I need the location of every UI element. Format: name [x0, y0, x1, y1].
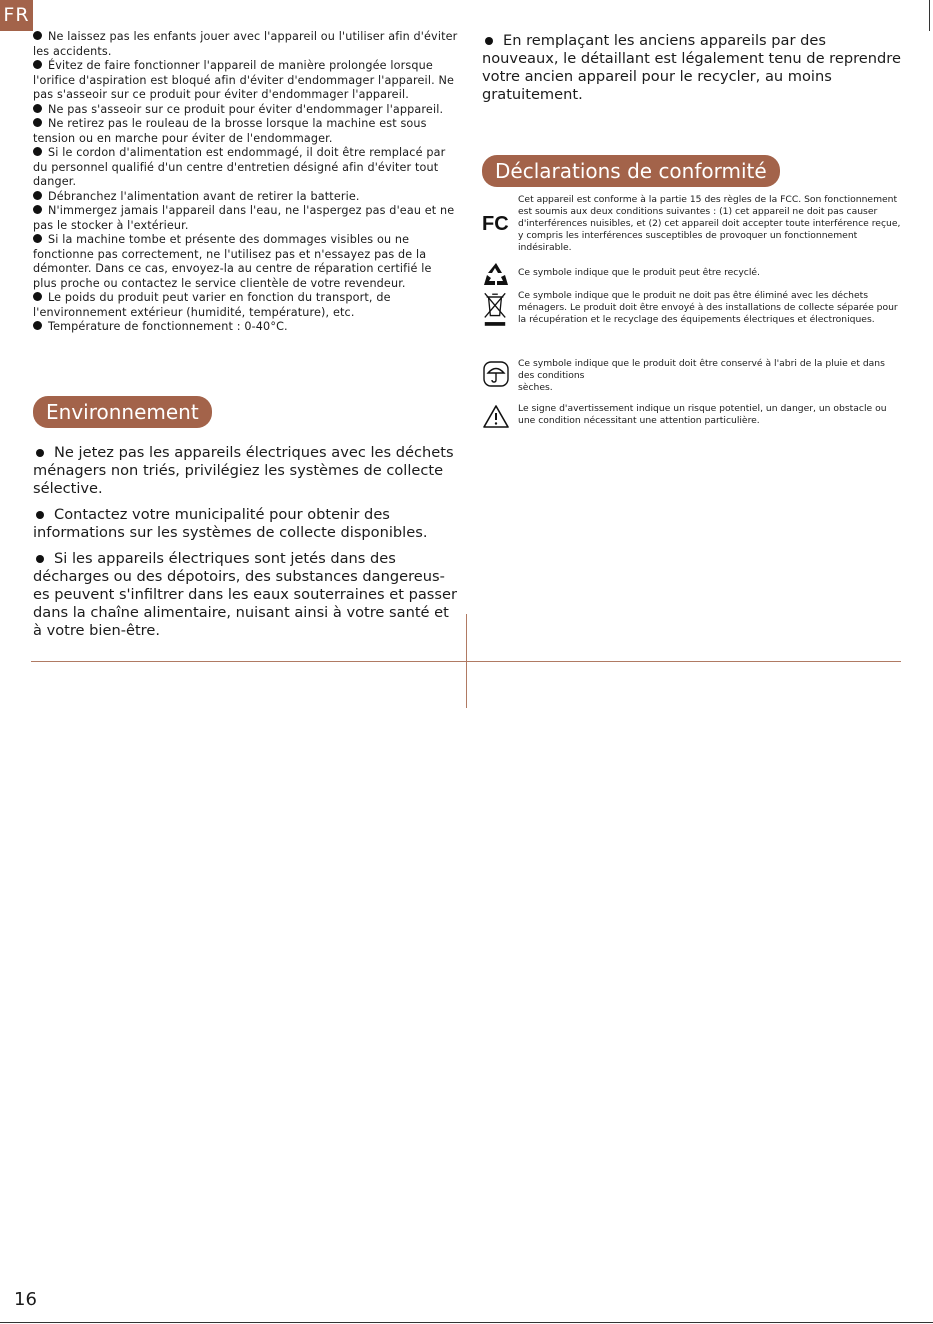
declaration-item-warning: Le signe d'avertissement indique un risque potentiel, un danger, un obstacle ou une condition nécessitant une attention particulière.	[482, 403, 902, 431]
bullet-icon	[33, 321, 42, 330]
bottom-rule	[0, 1322, 933, 1323]
recycle-icon	[482, 261, 510, 289]
environment-list	[33, 444, 458, 648]
section-divider	[31, 661, 901, 662]
declarations-list	[482, 194, 902, 431]
environment-item: Ne jetez pas les appareils électriques avec les déchets ménagers non triés, privilégiez les systèmes de collecte sélective.	[33, 444, 454, 497]
safety-item: Ne pas s'asseoir sur ce produit pour éviter d'endommager l'appareil.	[33, 103, 458, 118]
umbrella-icon	[482, 360, 510, 388]
safety-item: Évitez de faire fonctionner l'appareil de manière prolongée lorsque l'orifice d'aspiration est bloqué afin d'éviter d'endommager l'appareil. Ne pas s'asseoir sur ce produit pour éviter d'endommager l'appareil.	[33, 59, 455, 101]
declaration-item-recycle: Ce symbole indique que le produit peut être recyclé.	[482, 267, 902, 298]
bullet-icon	[33, 234, 42, 243]
bullet-icon	[33, 205, 42, 214]
environment-heading: Environnement	[33, 396, 212, 428]
declaration-item-fcc: FC Cet appareil est conforme à la partie 15 des règles de la FCC. Son fonctionnement est soumis aux deux conditions suivantes : (1) cet appareil ne doit pas causer d'interférences nuisibles, et (2) cet appareil doit accepter toute interférence reçue, y compris les interférences susceptibles de provoquer un fonctionnement indésirable.	[482, 194, 901, 253]
safety-item: Ne laissez pas les enfants jouer avec l'appareil ou l'utiliser afin d'éviter les accidents.	[33, 30, 458, 58]
declaration-item-umbrella: Ce symbole indique que le produit doit être conservé à l'abri de la pluie et dans des conditions sèches.	[482, 358, 902, 400]
safety-item: Débranchez l'alimentation avant de retirer la batterie.	[33, 190, 458, 205]
warning-icon	[482, 403, 510, 431]
declarations-heading: Déclarations de conformité	[482, 155, 780, 187]
safety-item: Si le cordon d'alimentation est endommagé, il doit être remplacé par du personnel qualifié d'un centre d'entretien désigné afin d'éviter tout danger.	[33, 146, 446, 188]
declaration-item-weee: Ce symbole indique que le produit ne doit pas être éliminé avec les déchets ménagers. Le produit doit être envoyé à des installations de collecte séparée pour la récupération et le recyclage des équipements électriques et électroniques.	[482, 290, 902, 360]
bullet-icon	[36, 555, 44, 563]
weee-bin-icon	[482, 290, 508, 330]
safety-item: Ne retirez pas le rouleau de la brosse lorsque la machine est sous tension ou en marche pour éviter de l'endommager.	[33, 117, 427, 145]
bullet-icon	[36, 511, 44, 519]
bullet-icon	[33, 147, 42, 156]
bullet-icon	[33, 292, 42, 301]
bullet-icon	[33, 104, 42, 113]
environment-item: Si les appareils électriques sont jetés dans des décharges ou des dépotoirs, des substances dangereus-es peuvent s'infiltrer dans les eaux souterraines et passer dans la chaîne alimentaire, nuisant ainsi à votre santé et à votre bien-être.	[33, 550, 457, 639]
recycle-note: En remplaçant les anciens appareils par des nouveaux, le détaillant est légalement tenu de reprendre votre ancien appareil pour le recycler, au moins gratuitement.	[482, 32, 901, 103]
bullet-icon	[33, 60, 42, 69]
environment-item: Contactez votre municipalité pour obtenir des informations sur les systèmes de collecte disponibles.	[33, 506, 428, 541]
safety-item: Température de fonctionnement : 0-40°C.	[33, 320, 458, 335]
safety-item: Si la machine tombe et présente des dommages visibles ou ne fonctionne pas correctement, ne l'utilisez pas et n'essayez pas de la démonter. Dans ce cas, envoyez-la au centre de réparation certifié le plus proche ou contactez le service clientèle de votre revendeur.	[33, 233, 432, 290]
fcc-icon	[482, 208, 510, 236]
bullet-icon	[33, 191, 42, 200]
corner-rule	[929, 0, 930, 31]
svg-text:FC: FC	[482, 213, 509, 235]
bullet-icon	[36, 449, 44, 457]
language-tab: FR	[0, 0, 33, 31]
bullet-icon	[33, 31, 42, 40]
page-number: 16	[14, 1289, 37, 1310]
bullet-icon	[33, 118, 42, 127]
safety-list	[33, 30, 458, 335]
bullet-icon	[485, 37, 493, 45]
safety-item: Le poids du produit peut varier en fonction du transport, de l'environnement extérieur (humidité, température), etc.	[33, 291, 391, 319]
safety-item: N'immergez jamais l'appareil dans l'eau, ne l'aspergez pas d'eau et ne pas le stocker à l'extérieur.	[33, 204, 455, 232]
